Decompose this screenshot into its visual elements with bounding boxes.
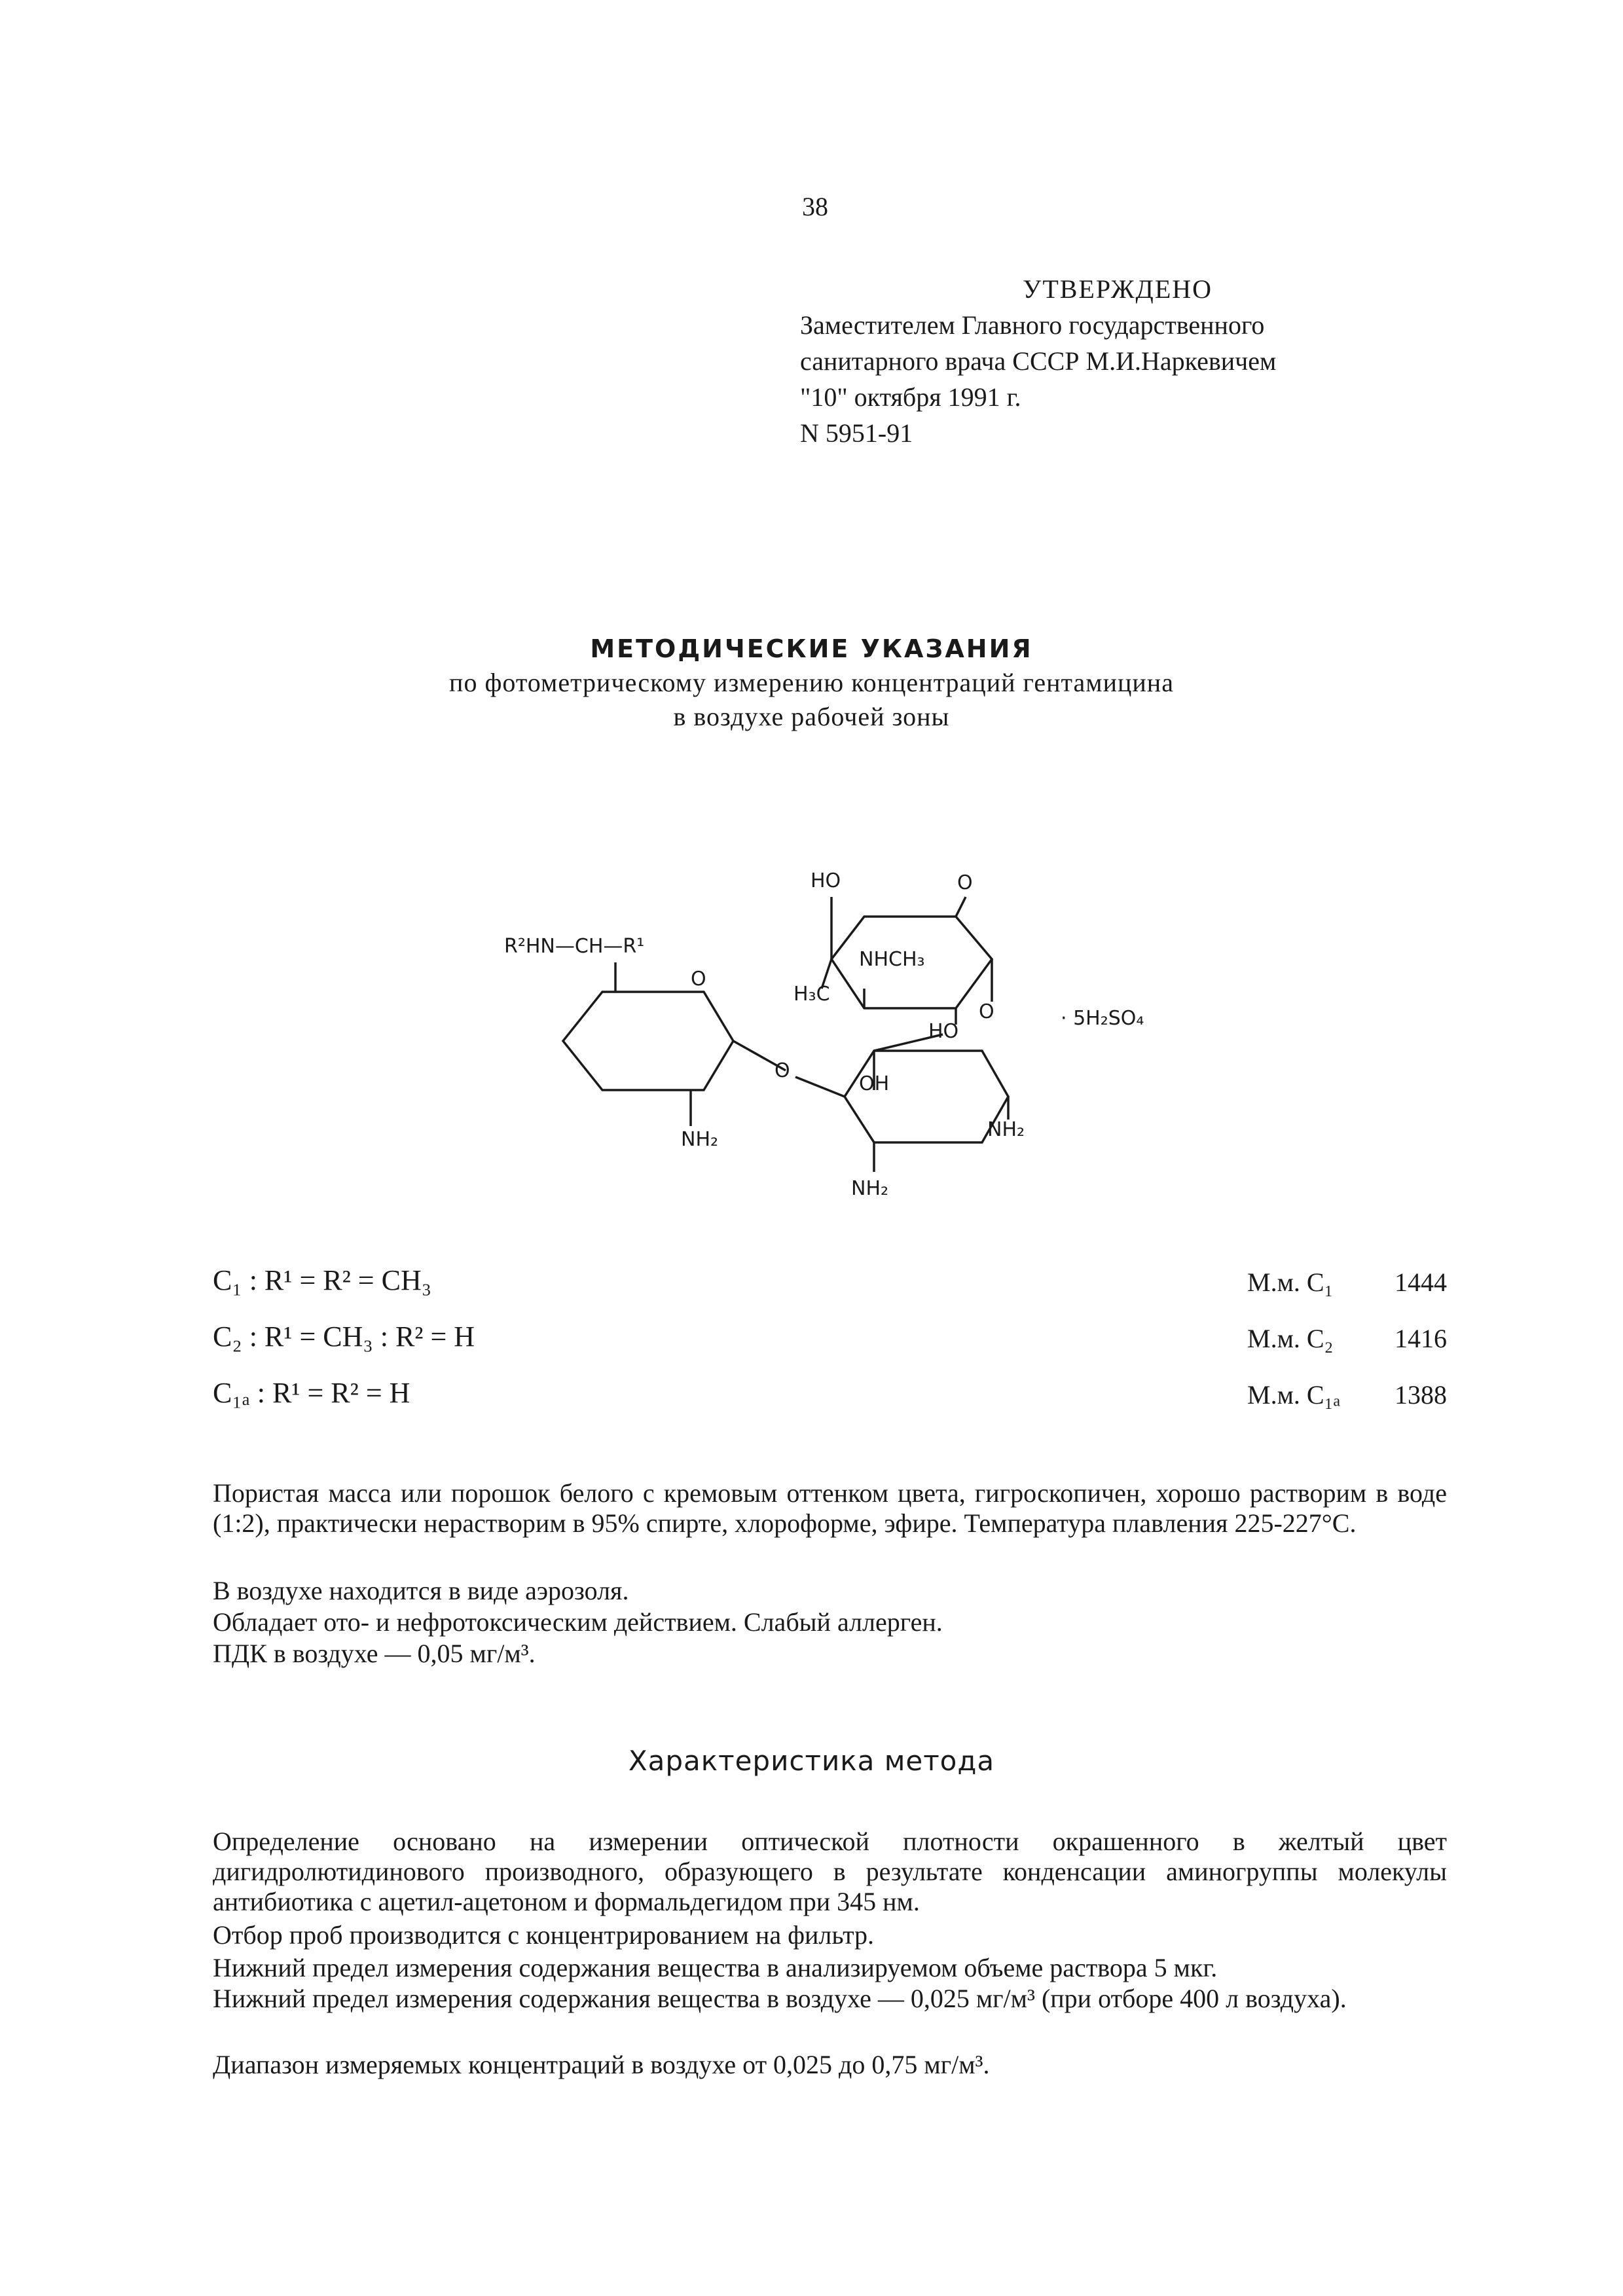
approval-line: N 5951-91: [800, 418, 913, 448]
oh-label: OH: [859, 1072, 890, 1095]
title-sub: в воздухе рабочей зоны: [673, 702, 950, 731]
page-number: 38: [802, 192, 828, 221]
formula-c1: C₁ : R¹ = R² = CH₃: [213, 1264, 432, 1296]
ring-center: [845, 1051, 1008, 1142]
mm-value: 1416: [1395, 1324, 1447, 1353]
method-paragraph: Определение основано на измерении оптической плотности окрашенного в желтый цвет дигидролютидинового производного, образующего в результате конденсации аминогруппы молекулы антибиотика с ацетил-ацетоном и формальдегидом при 345 нм.: [213, 1827, 1447, 1916]
mm-label: М.м. C₁ₐ: [1247, 1380, 1341, 1410]
ring-left: [563, 992, 733, 1090]
o-top-label: O: [957, 871, 973, 894]
h3c-label: H₃C: [793, 983, 830, 1006]
mm-label: М.м. C₁: [1247, 1267, 1334, 1297]
mm-value: 1388: [1395, 1380, 1447, 1410]
approval-line: санитарного врача СССР М.И.Наркевичем: [800, 346, 1277, 376]
method-line: Нижний предел измерения содержания вещества в анализируемом объеме раствора 5 мкг.: [213, 1953, 1218, 1982]
o-mid-label: O: [979, 1000, 994, 1023]
nh2-label: NH₂: [851, 1177, 889, 1200]
method-paragraph: Нижний предел измерения содержания вещества в воздухе — 0,025 мг/м³ (при отборе 400 л воздуха).: [213, 1984, 1347, 2013]
mm-c1a: [1247, 1379, 1447, 1410]
description-line: ПДК в воздухе — 0,05 мг/м³.: [213, 1639, 536, 1668]
nh2-label: NH₂: [987, 1118, 1025, 1141]
nhch3-label: NHCH₃: [859, 948, 925, 971]
mm-value: 1444: [1395, 1267, 1447, 1297]
method-line: Диапазон измеряемых концентраций в воздухе от 0,025 до 0,75 мг/м³.: [213, 2050, 990, 2079]
structure-labels: [504, 869, 1144, 1200]
formula-c1a: C₁ₐ : R¹ = R² = H: [213, 1377, 410, 1409]
title-main: МЕТОДИЧЕСКИЕ УКАЗАНИЯ: [590, 634, 1033, 663]
mm-c1: [1247, 1267, 1447, 1298]
method-line: Отбор проб производится с концентрированием на фильтр.: [213, 1920, 875, 1950]
o-ring-label: O: [691, 968, 706, 991]
mm-c2: [1247, 1323, 1447, 1354]
mm-label: М.м. C₂: [1247, 1324, 1334, 1353]
o-link-label: O: [775, 1059, 790, 1082]
formula-c2: C₂ : R¹ = CH₃ : R² = H: [213, 1321, 475, 1353]
approval-line: Заместителем Главного государственного: [800, 310, 1265, 340]
approval-heading: УТВЕРЖДЕНО: [1023, 274, 1213, 304]
ho-top-label: HO: [811, 869, 841, 892]
r-chain-label: R²HN—CH—R¹: [504, 935, 645, 958]
nh2-label: NH₂: [681, 1128, 719, 1151]
approval-line: "10" октября 1991 г.: [800, 382, 1021, 412]
salt-label: · 5H₂SO₄: [1061, 1007, 1144, 1030]
description-paragraph: Пористая масса или порошок белого с кремовым оттенком цвета, гигроскопичен, хорошо растворим в воде (1:2), практически нерастворим в 95% спирте, хлороформе, эфире. Температура плавления 225-227°С.: [213, 1478, 1447, 1538]
description-line: Обладает ото- и нефротоксическим действием. Слабый аллерген.: [213, 1607, 943, 1637]
description-line: В воздухе находится в виде аэрозоля.: [213, 1576, 629, 1605]
title-sub: по фотометрическому измерению концентраций гентамицина: [449, 668, 1174, 697]
ho-mid-label: HO: [928, 1020, 959, 1043]
section-heading: Характеристика метода: [628, 1745, 995, 1777]
